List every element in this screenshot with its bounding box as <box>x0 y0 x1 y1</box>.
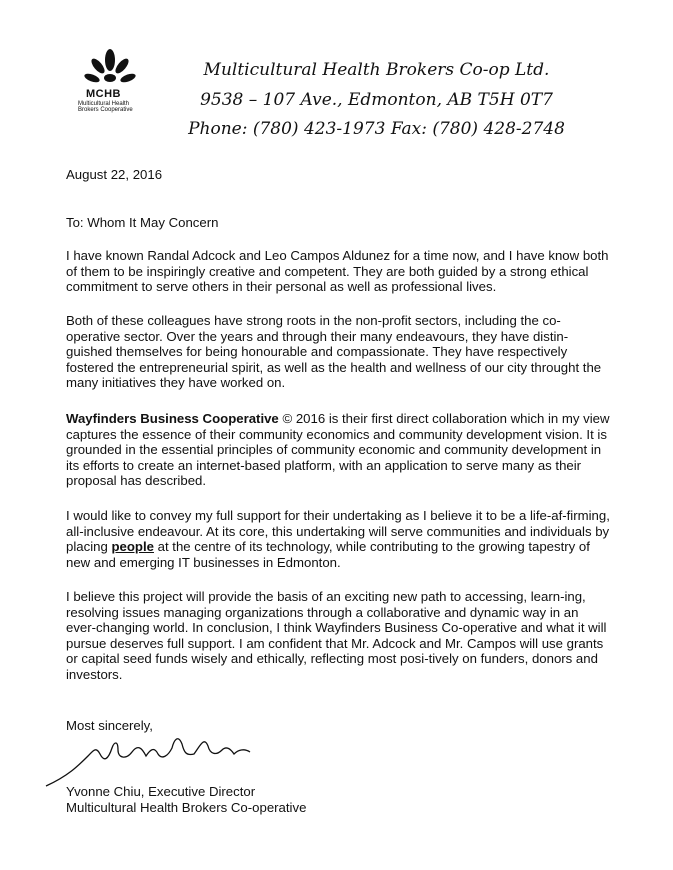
wayfinders-name: Wayfinders Business Cooperative <box>66 411 279 426</box>
paragraph-4-text-b: at the centre of its technology, while contributing to the growing tapestry of new and emerging IT businesses in Edmonton. <box>66 539 590 570</box>
logo-abbreviation: MCHB <box>86 88 121 100</box>
paragraph-1: I have known Randal Adcock and Leo Campos Aldunez for a time now, and I have know both of them to be inspiringly creative and competent. They are both guided by a strong ethical commitment to serve others in their personal as well as professional lives. <box>66 248 609 295</box>
logo-name: Multicultural Health Brokers Cooperative <box>78 101 133 113</box>
paragraph-3-text: © 2016 is their first direct collaboration which in my view captures the essence of their community economics and community development vision. It is grounded in the essential principles of community economic and community development in its efforts to create an internet-based platform, with an application to serve many as their proposal has described. <box>66 411 610 489</box>
letterhead <box>0 0 673 150</box>
organization-address: 9538 – 107 Ave., Edmonton, AB T5H 0T7 <box>200 90 553 110</box>
letter-salutation: To: Whom It May Concern <box>66 215 219 230</box>
organization-phone-fax: Phone: (780) 423-1973 Fax: (780) 428-2748 <box>188 119 565 139</box>
closing: Most sincerely, <box>66 718 153 733</box>
organization-name: Multicultural Health Brokers Co-op Ltd. <box>203 60 550 80</box>
signer-organization: Multicultural Health Brokers Co-operative <box>66 800 307 815</box>
signer-name: Yvonne Chiu, Executive Director <box>66 784 256 799</box>
paragraph-5: I believe this project will provide the basis of an exciting new path to accessing, learn-ing, resolving issues managing organizations through a collaborative and dynamic way in an ever-changing world. In conclusion, I think Wayfinders Business Co-operative and what it will pursue deserves full support. I am confident that Mr. Adcock and Mr. Campos will use grants or capital seed funds wisely and ethically, reflecting most posi-tively on funders, donors and investors. <box>66 589 607 682</box>
paragraph-4-text-a: I would like to convey my full support for their undertaking as I believe it to be a life-af-firming, all-inclusive endeavour. At its core, this undertaking will serve communities and individuals by placing <box>66 508 610 555</box>
paragraph-3 <box>66 411 611 489</box>
paragraph-4 <box>66 508 611 570</box>
letter-date: August 22, 2016 <box>66 167 163 182</box>
paragraph-2: Both of these colleagues have strong roots in the non-profit sectors, including the co-operative sector. Over the years and through their many endeavours, they have distin-guished themselves for being honourable and compassionate. They have respectively fostered the entrepreneurial spirit, as well as the health and wellness of our city throught the many initiatives they have worked on. <box>66 313 602 391</box>
people-emphasis: people <box>111 539 154 555</box>
